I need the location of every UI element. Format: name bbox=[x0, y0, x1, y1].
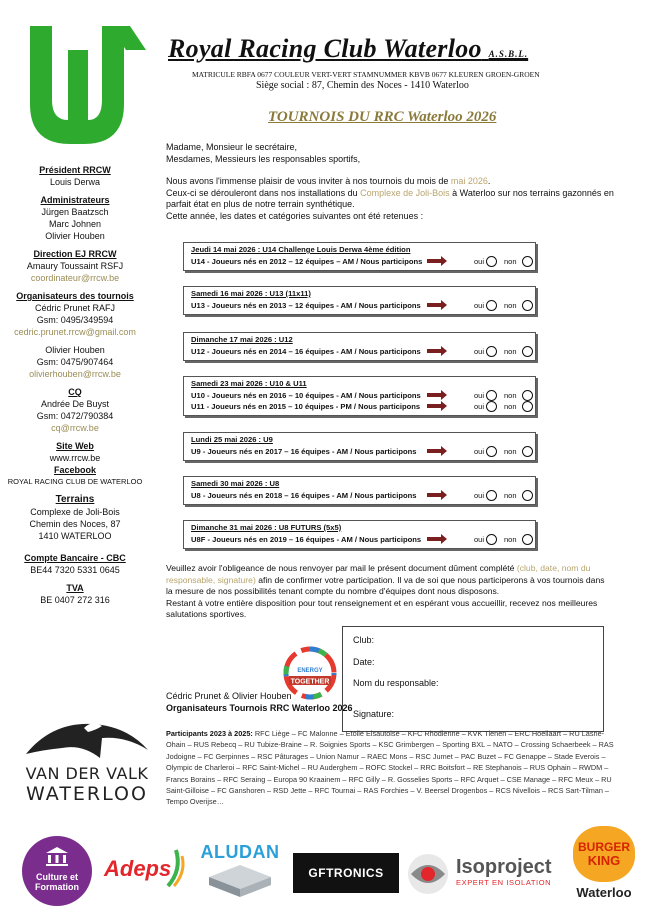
tournament-category-row bbox=[184, 490, 535, 501]
non-label: non bbox=[504, 402, 517, 411]
non-label: non bbox=[504, 491, 517, 500]
club-logo bbox=[22, 20, 150, 148]
organisers-heading: Organisateurs des tournois bbox=[16, 291, 134, 301]
category-text: U11 - Joueurs nés en 2015 – 10 équipes - PM / Nous participons bbox=[191, 402, 421, 411]
category-text: U8 - Joueurs nés en 2018 – 16 équipes - AM / Nous participons bbox=[191, 491, 417, 500]
cq-email-link[interactable]: cq@rrcw.be bbox=[51, 423, 99, 433]
form-date-field[interactable]: Date: bbox=[353, 657, 375, 667]
form-club-field[interactable]: Club: bbox=[353, 635, 375, 645]
non-radio[interactable] bbox=[522, 446, 533, 457]
tournament-category-row bbox=[184, 534, 535, 545]
oui-label: oui bbox=[474, 535, 485, 544]
facebook-link[interactable]: ROYAL RACING CLUB DE WATERLOO bbox=[7, 477, 143, 486]
oui-radio[interactable] bbox=[486, 390, 497, 401]
arrow-icon bbox=[427, 449, 441, 453]
greeting-line: Madame, Monsieur le secrétaire, bbox=[166, 142, 298, 152]
non-radio[interactable] bbox=[522, 346, 533, 357]
closing-text: afin de confirmer votre participation. Il va de soi que nous participerons à vos tournois dans la mesure de nos possibilités tenant compte du nombre d'équipes dont nous disposons. bbox=[166, 574, 605, 596]
tournament-box bbox=[183, 286, 536, 315]
oui-label: oui bbox=[474, 402, 485, 411]
tournament-date: Dimanche 17 mai 2026 : U12 bbox=[191, 335, 293, 344]
oui-radio[interactable] bbox=[486, 401, 497, 412]
participants-list bbox=[166, 728, 616, 808]
toucan-logo bbox=[22, 714, 152, 766]
box-spacer bbox=[184, 412, 535, 415]
bank-heading: Compte Bancaire - CBC bbox=[24, 553, 126, 563]
van-der-valk-logo bbox=[22, 764, 152, 805]
aludan-logo bbox=[196, 842, 284, 902]
direction-email-link[interactable]: coordinateur@rrcw.be bbox=[30, 273, 120, 283]
non-label: non bbox=[504, 391, 517, 400]
tournament-box bbox=[183, 242, 536, 271]
intro-text: . bbox=[487, 176, 491, 186]
isoproject-logo bbox=[456, 856, 552, 887]
tournament-category-row bbox=[184, 401, 535, 412]
oui-label: oui bbox=[474, 391, 485, 400]
matricule-line: MATRICULE RBFA 0677 COULEUR VERT-VERT STAMNUMMER KBVB 0677 KLEUREN GROEN-GROEN bbox=[192, 70, 540, 79]
bk-bun bbox=[573, 826, 635, 882]
form-responsable-field[interactable]: Nom du responsable: bbox=[353, 678, 439, 688]
arrow-icon bbox=[427, 404, 441, 408]
closing-text: Restant à votre entière disposition pour tout renseignement et en espérant vous accueillir, recevez nos meilleures salutations sportives. bbox=[166, 597, 598, 619]
gftronics-logo bbox=[293, 853, 399, 893]
oui-radio[interactable] bbox=[486, 490, 497, 501]
together-bottom-text: TOGETHER bbox=[290, 678, 330, 686]
oui-label: oui bbox=[474, 347, 485, 356]
non-radio[interactable] bbox=[522, 390, 533, 401]
non-label: non bbox=[504, 301, 517, 310]
tournament-box bbox=[183, 332, 536, 361]
culture-formation-logo bbox=[22, 836, 92, 906]
tournament-category-row bbox=[184, 446, 535, 457]
admins-heading: Administrateurs bbox=[40, 195, 110, 205]
arrow-icon bbox=[427, 537, 441, 541]
participants-text: RFC Liège – FC Malonne – Etoile Elsautoise – KFC Rhodienne – KVK Tienen – ERC Hoeilaart – RU Lasne-Ohain – RUS Rebecq – RU Tubize-Braine – R. Soignies Sports – KSC Grimbergen – Sporting BXL – NATO – Crossing Schaerbeek – RAS Jodoigne – FC Gerpinnes – RSC Pâturages – Union Namur – RAEC Mons – RSC Jumet – PAC Buzet – FC Genappe – Stade Everois – Olympic de Charleroi – RFC Saint-Michel – RU Auderghem – ROFC Stockel – RRC Boitsfort – RE Stephanois – RUS Ophain – RWDM – Francs Borains – RFC Seraing – Europa 90 Kraainem – RFC Gilly – R. Gosselies Sports – RFC Arquet – CSE Manage – RFC Meux – RU Saint-Gilloise – FC Ganshoren – RSD Jette – RFC Tournai – RAS Forchies – V. Beersel Drogenbos – RCS Nivellois – RCS Sart-Tilman – Tempo Overijse… bbox=[166, 729, 614, 807]
burger-king-logo bbox=[571, 826, 637, 900]
adeps-swoosh-icon bbox=[164, 846, 186, 890]
aludan-text: ALUDAN bbox=[200, 842, 280, 862]
category-text: U12 - Joueurs nés en 2014 – 16 équipes - AM / Nous participons bbox=[191, 347, 421, 356]
arrow-icon bbox=[427, 393, 441, 397]
category-text: U14 - Joueurs nés en 2012 – 12 équipes – AM / Nous participons bbox=[191, 257, 423, 266]
organiser-email-link[interactable]: olivierhouben@rrcw.be bbox=[29, 369, 121, 379]
intro-highlight: mai 2026 bbox=[450, 176, 488, 186]
arrow-icon bbox=[427, 303, 441, 307]
tournament-box bbox=[183, 376, 536, 416]
greeting bbox=[166, 142, 616, 165]
tournament-box bbox=[183, 520, 536, 549]
facebook-heading: Facebook bbox=[53, 465, 96, 475]
direction-heading: Direction EJ RRCW bbox=[33, 249, 117, 259]
intro-paragraph bbox=[166, 176, 616, 222]
admin-name: Jürgen Baatzsch bbox=[41, 207, 109, 217]
tournament-date: Samedi 30 mai 2026 : U8 bbox=[191, 479, 280, 488]
terrains-line: Chemin des Noces, 87 bbox=[29, 519, 121, 529]
tournament-date: Lundi 25 mai 2026 : U9 bbox=[191, 435, 273, 444]
category-text: U13 - Joueurs nés en 2013 – 12 équipes - AM / Nous participons bbox=[191, 301, 421, 310]
greeting-line: Mesdames, Messieurs les responsables sportifs, bbox=[166, 153, 361, 164]
aludan-cube-icon bbox=[205, 863, 275, 897]
arrow-icon bbox=[427, 493, 441, 497]
tournament-category-row bbox=[184, 256, 535, 267]
cf-line: Formation bbox=[35, 882, 79, 892]
organiser-gsm: Gsm: 0495/349594 bbox=[36, 315, 114, 325]
admin-name: Olivier Houben bbox=[45, 231, 105, 241]
organiser-name: Olivier Houben bbox=[45, 345, 105, 355]
tva-number: BE 0407 272 316 bbox=[40, 595, 110, 605]
intro-text: Ceux-ci se dérouleront dans nos installations du bbox=[166, 187, 361, 198]
oui-radio[interactable] bbox=[486, 534, 497, 545]
box-spacer bbox=[184, 545, 535, 548]
direction-name: Amaury Toussaint RSFJ bbox=[26, 261, 124, 271]
together-top-text: ENERGY bbox=[297, 668, 323, 674]
signoff bbox=[166, 690, 353, 714]
asbl-label: A.S.B.L. bbox=[488, 49, 529, 59]
bank-account: BE44 7320 5331 0645 bbox=[30, 565, 120, 575]
gf-text: GFTRONICS bbox=[308, 866, 384, 880]
oui-label: oui bbox=[474, 447, 485, 456]
non-label: non bbox=[504, 347, 517, 356]
cq-name: Andrée De Buyst bbox=[40, 399, 110, 409]
box-spacer bbox=[184, 457, 535, 460]
president-heading: Président RRCW bbox=[39, 165, 111, 175]
signoff-names: Cédric Prunet & Olivier Houben bbox=[166, 691, 292, 701]
bk-line: KING bbox=[587, 852, 621, 868]
closing-highlight: (club, date, nom du responsable, signature) bbox=[166, 563, 591, 585]
bk-line: BURGER bbox=[577, 839, 630, 854]
organiser-gsm: Gsm: 0475/907464 bbox=[36, 357, 114, 367]
oui-label: oui bbox=[474, 491, 485, 500]
tournament-category-row bbox=[184, 300, 535, 311]
non-radio[interactable] bbox=[522, 256, 533, 267]
category-text: U10 - Joueurs nés en 2016 – 10 équipes - AM / Nous participons bbox=[191, 391, 421, 400]
box-spacer bbox=[184, 311, 535, 314]
box-spacer bbox=[184, 357, 535, 360]
arrow-icon bbox=[427, 349, 441, 353]
cq-heading: CQ bbox=[68, 387, 82, 397]
sidebar bbox=[0, 158, 150, 606]
cf-line: Culture et bbox=[35, 872, 78, 882]
box-spacer bbox=[184, 267, 535, 270]
non-label: non bbox=[504, 535, 517, 544]
tournament-title: TOURNOIS DU RRC Waterloo 2026 bbox=[268, 109, 497, 125]
isoproject-icon bbox=[407, 852, 449, 896]
category-text: U9 - Joueurs nés en 2017 – 16 équipes - AM / Nous participons bbox=[191, 447, 417, 456]
non-label: non bbox=[504, 447, 517, 456]
vdv-line: WATERLOO bbox=[26, 783, 148, 805]
oui-label: oui bbox=[474, 301, 485, 310]
oui-radio[interactable] bbox=[486, 346, 497, 357]
tournament-category-row bbox=[184, 390, 535, 401]
siege-social: Siège social : 87, Chemin des Noces - 1410 Waterloo bbox=[256, 80, 469, 91]
organiser-name: Cédric Prunet RAFJ bbox=[34, 303, 116, 313]
arrow-icon bbox=[427, 259, 441, 263]
intro-text: Cette année, les dates et catégories suivantes ont été retenues : bbox=[166, 210, 424, 221]
building-icon bbox=[44, 845, 70, 867]
iso-text: Isoproject bbox=[456, 856, 552, 878]
vdv-line: VAN DER VALK bbox=[25, 764, 149, 783]
organiser-email-link[interactable]: cedric.prunet.rrcw@gmail.com bbox=[14, 327, 136, 337]
tournament-date: Samedi 16 mai 2026 : U13 (11x11) bbox=[191, 289, 311, 298]
oui-radio[interactable] bbox=[486, 256, 497, 267]
signoff-role: Organisateurs Tournois RRC Waterloo 2026 bbox=[166, 703, 353, 713]
non-radio[interactable] bbox=[522, 490, 533, 501]
closing-paragraph bbox=[166, 563, 610, 621]
terrains-line: Complexe de Joli-Bois bbox=[30, 507, 120, 517]
club-title: Royal Racing Club Waterloo A.S.B.L. bbox=[168, 34, 529, 63]
closing-text: Veuillez avoir l'obligeance de nous renvoyer par mail le présent document dûment complété bbox=[166, 563, 517, 573]
tournament-category-row bbox=[184, 346, 535, 357]
intro-text: à Waterloo sur nos terrains gazonnés en parfait état en plus de notre terrain synthétique. bbox=[166, 187, 614, 209]
website-heading: Site Web bbox=[56, 441, 94, 451]
non-radio[interactable] bbox=[522, 401, 533, 412]
tournament-box bbox=[183, 476, 536, 505]
participants-label: Participants 2023 à 2025: bbox=[166, 729, 253, 738]
terrains-line: 1410 WATERLOO bbox=[38, 531, 112, 541]
bk-waterloo: Waterloo bbox=[576, 885, 632, 900]
president-name: Louis Derwa bbox=[49, 177, 101, 187]
oui-label: oui bbox=[474, 257, 485, 266]
admin-name: Marc Johnen bbox=[48, 219, 102, 229]
tva-heading: TVA bbox=[66, 583, 84, 593]
website-link[interactable]: www.rrcw.be bbox=[49, 453, 101, 463]
terrains-heading: Terrains bbox=[55, 494, 95, 505]
non-radio[interactable] bbox=[522, 300, 533, 311]
tournament-date: Jeudi 14 mai 2026 : U14 Challenge Louis Derwa 4ème édition bbox=[191, 245, 411, 254]
adeps-logo bbox=[104, 856, 171, 882]
iso-tagline: EXPERT EN ISOLATION bbox=[456, 878, 552, 887]
adeps-text: Adeps bbox=[104, 856, 172, 881]
category-text: U8F - Joueurs nés en 2019 – 16 équipes - AM / Nous participons bbox=[191, 535, 422, 544]
intro-text: Nous avons l'immense plaisir de vous inviter à nos tournois du mois de bbox=[166, 176, 451, 186]
non-label: non bbox=[504, 257, 517, 266]
tournament-box bbox=[183, 432, 536, 461]
cq-gsm: Gsm: 0472/790384 bbox=[36, 411, 114, 421]
oui-radio[interactable] bbox=[486, 446, 497, 457]
tournament-date: Samedi 23 mai 2026 : U10 & U11 bbox=[191, 379, 307, 388]
tournament-date: Dimanche 31 mai 2026 : U8 FUTURS (5x5) bbox=[191, 523, 342, 532]
non-radio[interactable] bbox=[522, 534, 533, 545]
box-spacer bbox=[184, 501, 535, 504]
oui-radio[interactable] bbox=[486, 300, 497, 311]
intro-highlight: Complexe de Joli-Bois bbox=[360, 187, 450, 198]
confirmation-form[interactable] bbox=[342, 626, 604, 732]
form-signature-field[interactable]: Signature: bbox=[353, 709, 395, 719]
